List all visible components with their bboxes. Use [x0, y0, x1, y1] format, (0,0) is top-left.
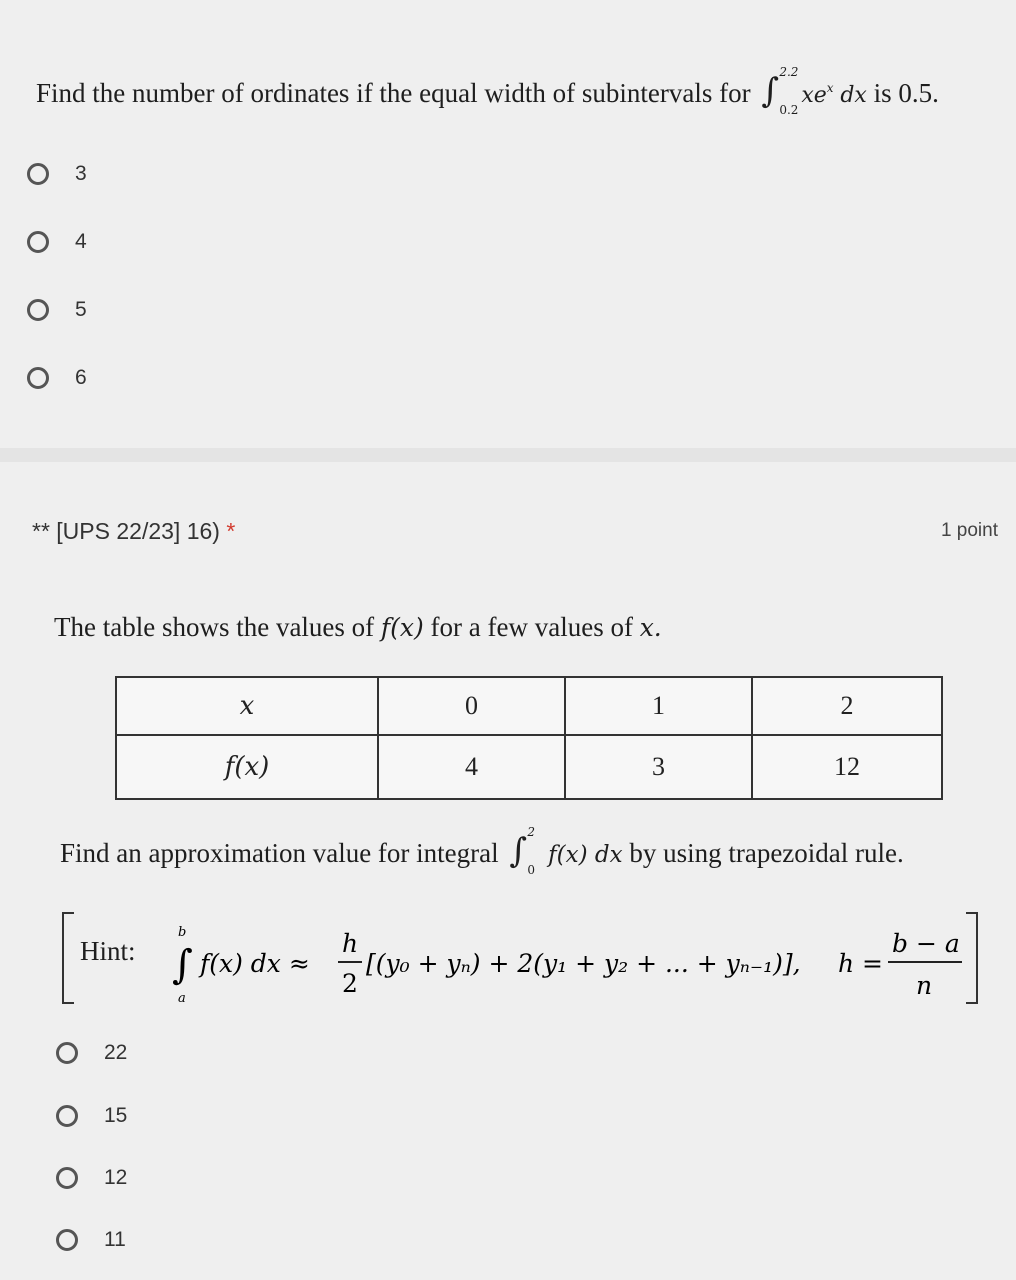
option-label: 6 — [75, 366, 87, 389]
question-1-text — [36, 64, 939, 117]
q2-option-1[interactable] — [56, 1104, 127, 1128]
option-label: 12 — [104, 1166, 128, 1189]
right-bracket — [966, 912, 978, 1004]
table-cell: 3 — [565, 735, 752, 799]
integral-lower-limit: 0.2 — [779, 102, 799, 117]
integral-sign: ∫ — [509, 830, 528, 871]
integral-upper-limit: b — [178, 925, 187, 940]
question-card-2 — [0, 462, 1016, 1280]
integral-upper-limit: 2 — [527, 824, 536, 839]
points-label: 1 point — [940, 520, 998, 541]
hint-formula — [166, 916, 966, 1006]
left-bracket — [62, 912, 74, 1004]
values-table — [115, 676, 943, 800]
option-label: 15 — [104, 1104, 128, 1127]
radio-button[interactable] — [27, 231, 49, 253]
intro-text-after: for a few values of — [430, 612, 633, 642]
option-label: 11 — [104, 1228, 126, 1251]
table-cell: 0 — [378, 677, 565, 735]
q1-option-0[interactable] — [27, 162, 87, 186]
question-1-text-before: Find the number of ordinates if the equal width of subintervals for — [36, 78, 751, 108]
required-asterisk: * — [226, 518, 236, 544]
radio-button[interactable] — [27, 299, 49, 321]
integral-lower-limit: 0 — [527, 862, 536, 877]
intro-fx: f(x) — [380, 613, 424, 642]
question-2-title-text: ** [UPS 22/23] 16) — [32, 518, 220, 544]
radio-button[interactable] — [56, 1167, 78, 1189]
integral-sign: ∫ — [761, 70, 780, 111]
table-row — [116, 735, 942, 799]
integrand: xe — [801, 83, 827, 108]
question-2-prompt — [60, 824, 904, 877]
question-1-text-after: is 0.5. — [873, 78, 939, 108]
integral-upper-limit: 2.2 — [779, 64, 799, 79]
table-cell: 1 — [565, 677, 752, 735]
hint-body: [(y₀ + yₙ) + 2(y₁ + y₂ + ... + yₙ₋₁)], — [366, 949, 801, 978]
hint-label: Hint: — [80, 936, 136, 966]
integral-lower-limit: a — [178, 991, 186, 1006]
option-label: 3 — [75, 162, 87, 185]
intro-x: x. — [639, 613, 662, 642]
q2-option-3[interactable] — [56, 1228, 126, 1252]
table-row — [116, 677, 942, 735]
prompt-text-after: by using trapezoidal rule. — [629, 838, 904, 868]
intro-text-before: The table shows the values of — [54, 612, 375, 642]
table-cell: x — [116, 677, 378, 735]
radio-button[interactable] — [56, 1229, 78, 1251]
h-numerator: b − a — [892, 929, 960, 958]
hint-box — [58, 904, 988, 1008]
option-label: 4 — [75, 230, 87, 253]
integral-sign: ∫ — [172, 942, 193, 988]
h-equals: h = — [838, 949, 883, 978]
integral-expression — [757, 64, 801, 117]
q2-option-2[interactable] — [56, 1166, 127, 1190]
fraction-numerator: h — [342, 929, 359, 958]
integrand-exponent: x — [826, 81, 834, 95]
option-label: 5 — [75, 298, 87, 321]
question-card-1 — [0, 0, 1016, 448]
q2-option-0[interactable] — [56, 1041, 127, 1065]
hint-lhs: f(x) dx ≈ — [200, 949, 310, 978]
radio-button[interactable] — [27, 163, 49, 185]
table-intro-text — [54, 612, 662, 643]
radio-button[interactable] — [56, 1042, 78, 1064]
table-cell: 4 — [378, 735, 565, 799]
h-denominator: n — [916, 971, 933, 1000]
table-cell: 12 — [752, 735, 942, 799]
fraction-denominator: 2 — [342, 969, 358, 998]
q1-option-2[interactable] — [27, 298, 87, 322]
differential: dx — [840, 83, 867, 108]
prompt-text-before: Find an approximation value for integral — [60, 838, 499, 868]
q1-option-3[interactable] — [27, 366, 87, 390]
radio-button[interactable] — [27, 367, 49, 389]
option-label: 22 — [104, 1041, 128, 1064]
question-2-title — [32, 518, 235, 545]
table-cell: f(x) — [116, 735, 378, 799]
radio-button[interactable] — [56, 1105, 78, 1127]
integral-expression — [505, 824, 541, 877]
prompt-integrand: f(x) dx — [548, 842, 623, 868]
q1-option-1[interactable] — [27, 230, 87, 254]
table-cell: 2 — [752, 677, 942, 735]
